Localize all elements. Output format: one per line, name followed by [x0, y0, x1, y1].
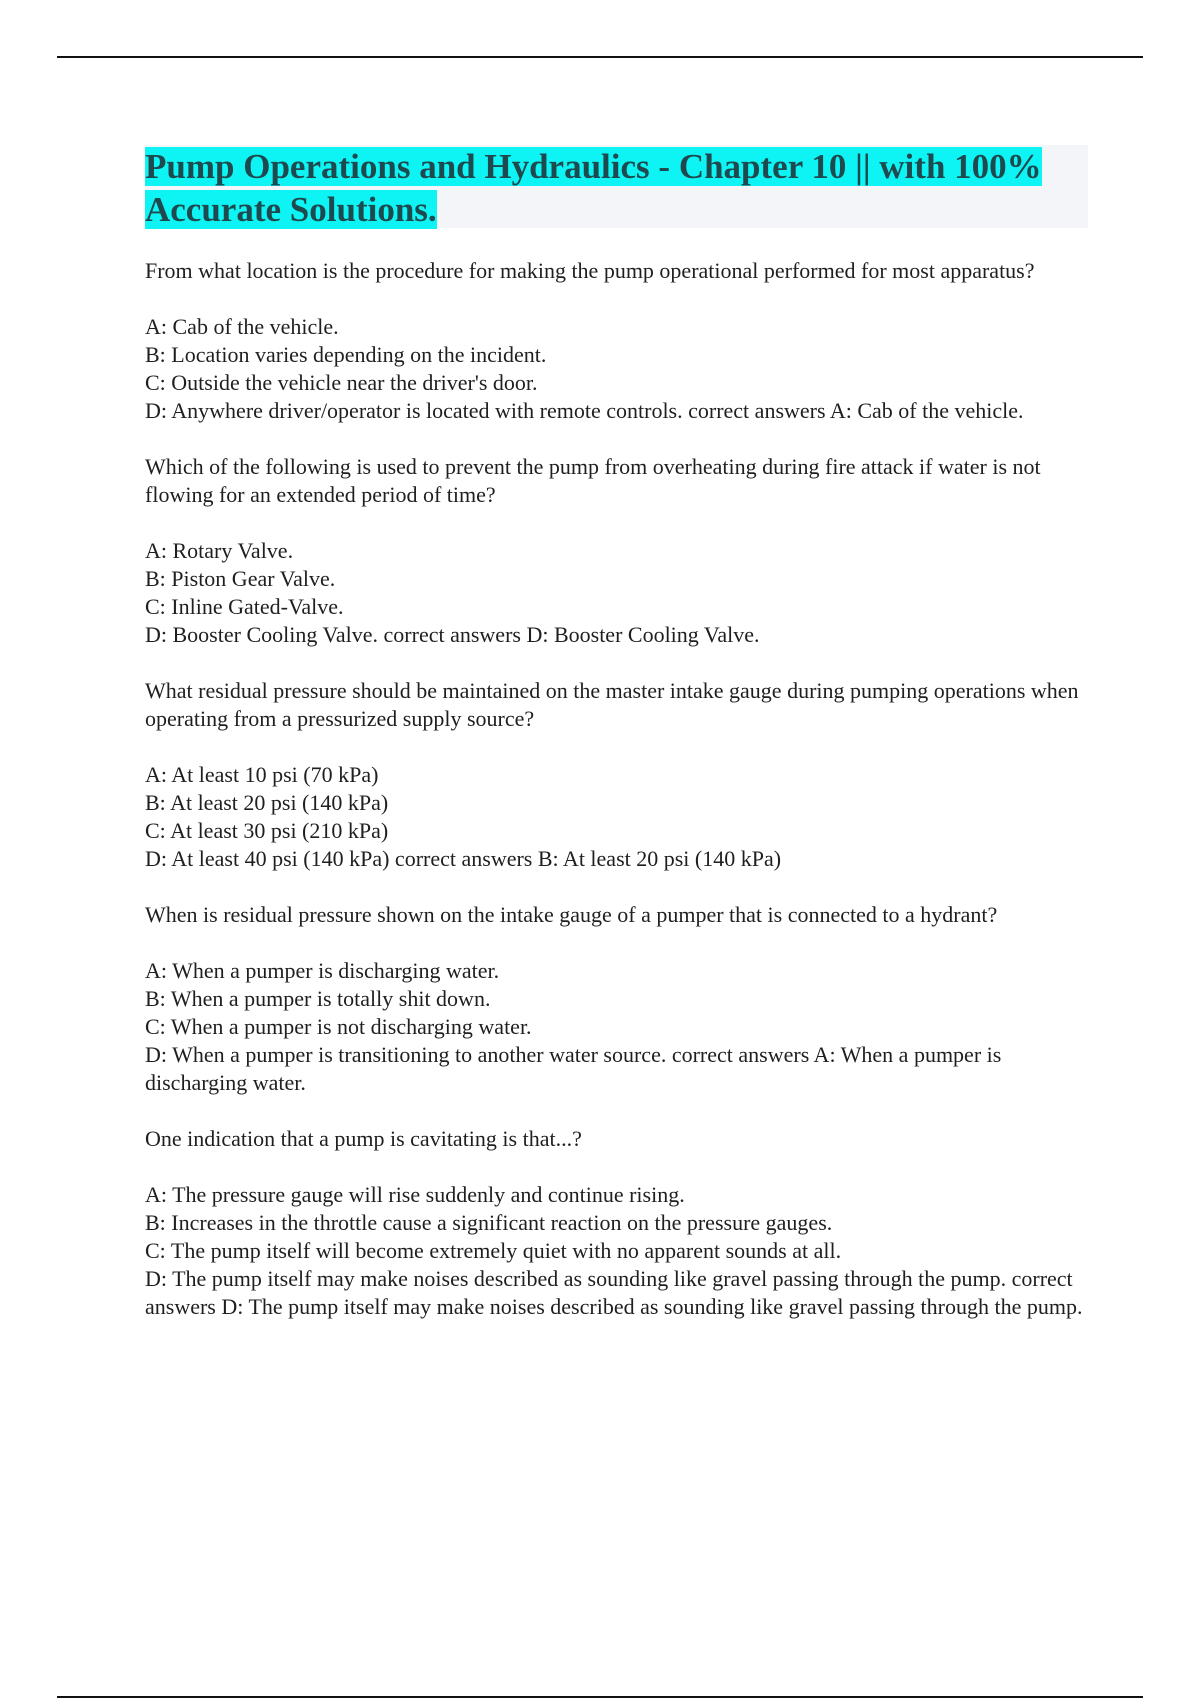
question-text: Which of the following is used to prevent the pump from overheating during fire attack if water is not flowing for an extended period of time?: [145, 454, 1041, 507]
option-d: D: Anywhere driver/operator is located with remote controls. correct answers A: Cab of the vehicle.: [145, 398, 1024, 423]
answer-options: [145, 957, 1095, 1097]
answer-options: [145, 537, 1095, 649]
option-b: B: Increases in the throttle cause a significant reaction on the pressure gauges.: [145, 1210, 833, 1235]
option-d: D: When a pumper is transitioning to another water source. correct answers A: When a pumper is discharging water.: [145, 1042, 1002, 1095]
option-b: B: Location varies depending on the incident.: [145, 342, 547, 367]
top-rule: [57, 56, 1143, 58]
option-a: A: The pressure gauge will rise suddenly and continue rising.: [145, 1182, 685, 1207]
question-text: What residual pressure should be maintained on the master intake gauge during pumping operations when operating from a pressurized supply source?: [145, 678, 1079, 731]
option-c: C: When a pumper is not discharging water.: [145, 1014, 532, 1039]
option-d: D: The pump itself may make noises described as sounding like gravel passing through the pump. correct answers D: The pump itself may make noises described as sounding like gravel passing through the pump.: [145, 1266, 1083, 1319]
option-c: C: Inline Gated-Valve.: [145, 594, 344, 619]
document-title: [145, 145, 1088, 231]
option-c: C: Outside the vehicle near the driver's door.: [145, 370, 538, 395]
answer-options: [145, 761, 1095, 873]
option-a: A: Rotary Valve.: [145, 538, 294, 563]
option-d: D: Booster Cooling Valve. correct answers D: Booster Cooling Valve.: [145, 622, 760, 647]
option-b: B: When a pumper is totally shit down.: [145, 986, 491, 1011]
option-c: C: The pump itself will become extremely quiet with no apparent sounds at all.: [145, 1238, 842, 1263]
option-a: A: When a pumper is discharging water.: [145, 958, 500, 983]
question-block-4: [145, 901, 1095, 1097]
question-block-5: [145, 1125, 1095, 1321]
answer-options: [145, 1181, 1095, 1321]
option-c: C: At least 30 psi (210 kPa): [145, 818, 389, 843]
title-block: [145, 145, 1088, 228]
question-block-1: [145, 257, 1095, 425]
question-block-3: [145, 677, 1095, 873]
question-text: One indication that a pump is cavitating is that...?: [145, 1126, 582, 1151]
document-body: [145, 257, 1095, 1349]
question-block-2: [145, 453, 1095, 649]
bottom-rule: [57, 1696, 1143, 1698]
option-d: D: At least 40 psi (140 kPa) correct answers B: At least 20 psi (140 kPa): [145, 846, 782, 871]
title-highlight: Pump Operations and Hydraulics - Chapter 10 || with 100% Accurate Solutions.: [145, 147, 1042, 229]
question-text: From what location is the procedure for making the pump operational performed for most apparatus?: [145, 258, 1035, 283]
option-a: A: At least 10 psi (70 kPa): [145, 762, 379, 787]
option-b: B: Piston Gear Valve.: [145, 566, 336, 591]
question-text: When is residual pressure shown on the intake gauge of a pumper that is connected to a hydrant?: [145, 902, 998, 927]
answer-options: [145, 313, 1095, 425]
option-a: A: Cab of the vehicle.: [145, 314, 339, 339]
option-b: B: At least 20 psi (140 kPa): [145, 790, 389, 815]
